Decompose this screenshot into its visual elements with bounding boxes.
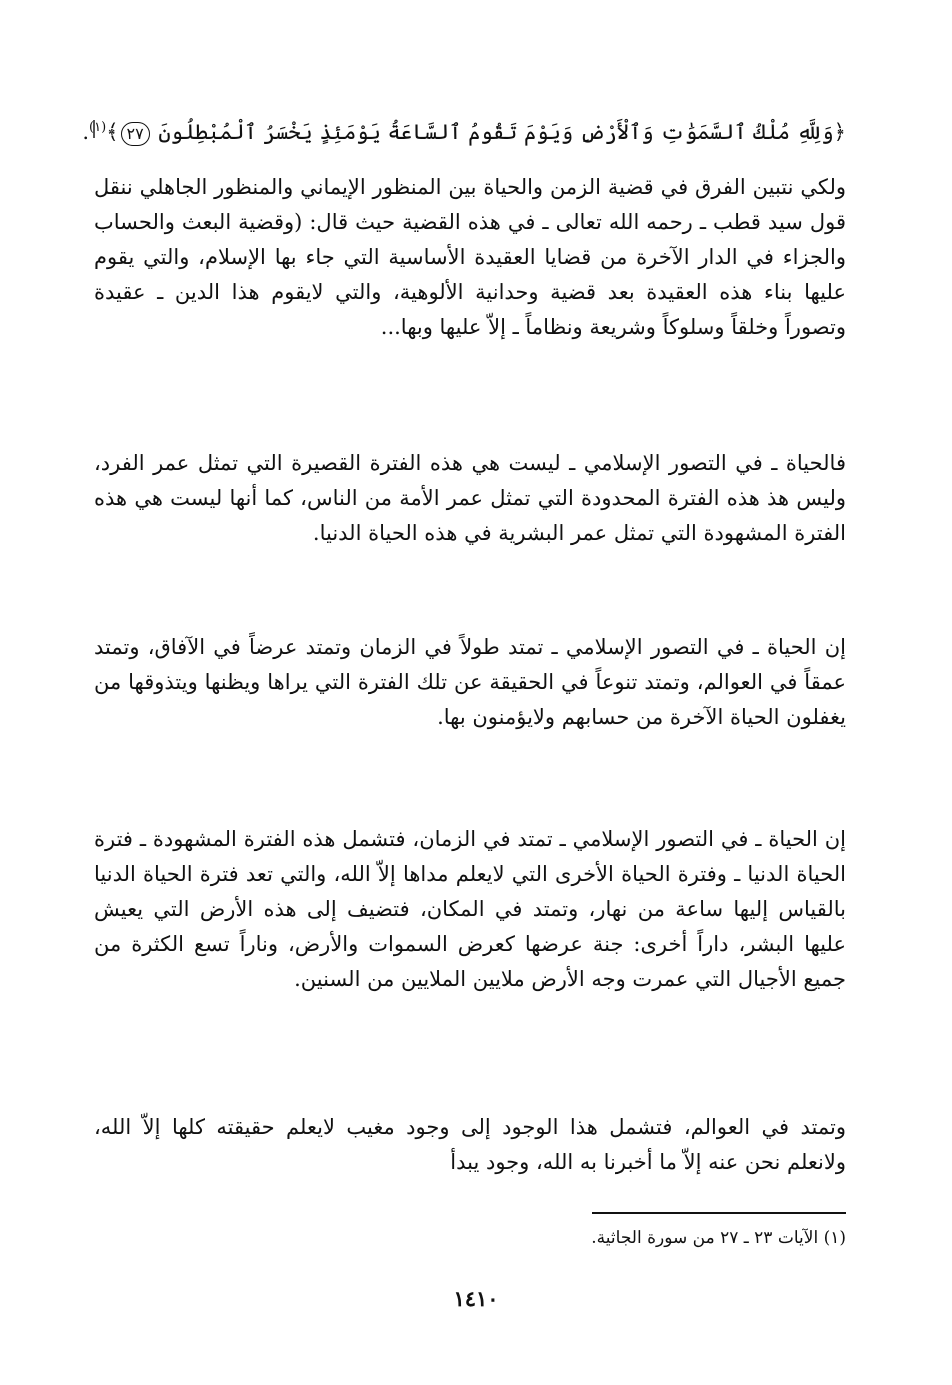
verse-closing-bracket: ﴾ (106, 120, 119, 144)
paragraph-1: ولكي نتبين الفرق في قضية الزمن والحياة بين المنظور الإيماني والمنظور الجاهلي ننقل قول سيد قطب ـ رحمه الله تعالى ـ في هذه القضية حيث قال: (وقضية البعث والحساب والجزاء في الدار الآخرة من قضايا العقيدة الأساسية التي جاء بها الإسلام، والتي يقوم عليها بناء هذه العقيدة بعد قضية وحدانية الألوهية، والتي لايقوم هذا الدين ـ عقيدة وتصوراً وخلقاً وسلوكاً وشريعة ونظاماً ـ إلاّ عليها وبها... (94, 175, 846, 339)
paragraph-4: إن الحياة ـ في التصور الإسلامي ـ تمتد في الزمان، فتشمل هذه الفترة المشهودة ـ فترة الحياة الدنيا ـ وفترة الحياة الأخرى التي لايعلم مداها إلاّ الله، والتي تعد فترة الحياة الدنيا بالقياس إليها ساعة من نهار، وتمتد في المكان، فتضيف إلى هذه الأرض التي يعيش عليها البشر، داراً أخرى: جنة عرضها كعرض السموات والأرض، وناراً تسع الكثرة من جميع الأجيال التي عمرت وجه الأرض ملايين الملايين من السنين. (94, 827, 846, 991)
paragraph-2: فالحياة ـ في التصور الإسلامي ـ ليست هي هذه الفترة القصيرة التي تمثل عمر الفرد، وليس هذ هذه الفترة المحدودة التي تمثل عمر الأمة من الناس، كما أنها ليست هي هذه الفترة المشهودة التي تمثل عمر البشرية في هذه الحياة الدنيا. (94, 451, 846, 545)
quran-verse (82, 106, 846, 154)
ayah-number-marker: ٢٧ (121, 122, 150, 146)
verse-text: ﴿وَلِلَّهِ مُلْكُ ٱلسَّمَوَٰتِ وَٱلْأَرْضِ وَيَوْمَ تَقُومُ ٱلسَّاعَةُ يَوْمَئِذٍ يَخْسَرُ ٱلْمُبْطِلُونَ (158, 120, 846, 144)
footnote-reference: (١) (89, 120, 107, 135)
page-number: ١٤١٠ (453, 1286, 499, 1311)
paragraph-3: إن الحياة ـ في التصور الإسلامي ـ تمتد طولاً في الزمان وتمتد عرضاً في الآفاق، وتمتد عمقاً في العوالم، وتمتد تنوعاً في الحقيقة عن تلك الفترة التي يراها ويظنها ويتذوقها من يغفلون الحياة الآخرة من حسابهم ولايؤمنون بها. (94, 635, 846, 729)
paragraph-5: وتمتد في العوالم، فتشمل هذا الوجود إلى وجود مغيب لايعلم حقيقته كلها إلاّ الله، ولانعلم نحن عنه إلاّ ما أخبرنا به الله، وجود يبدأ (94, 1115, 846, 1174)
footnote-separator (592, 1212, 846, 1214)
footnote: (١) الآيات ٢٣ ـ ٢٧ من سورة الجاثية. (591, 1228, 846, 1248)
verse-trailing-period: . (82, 120, 90, 144)
